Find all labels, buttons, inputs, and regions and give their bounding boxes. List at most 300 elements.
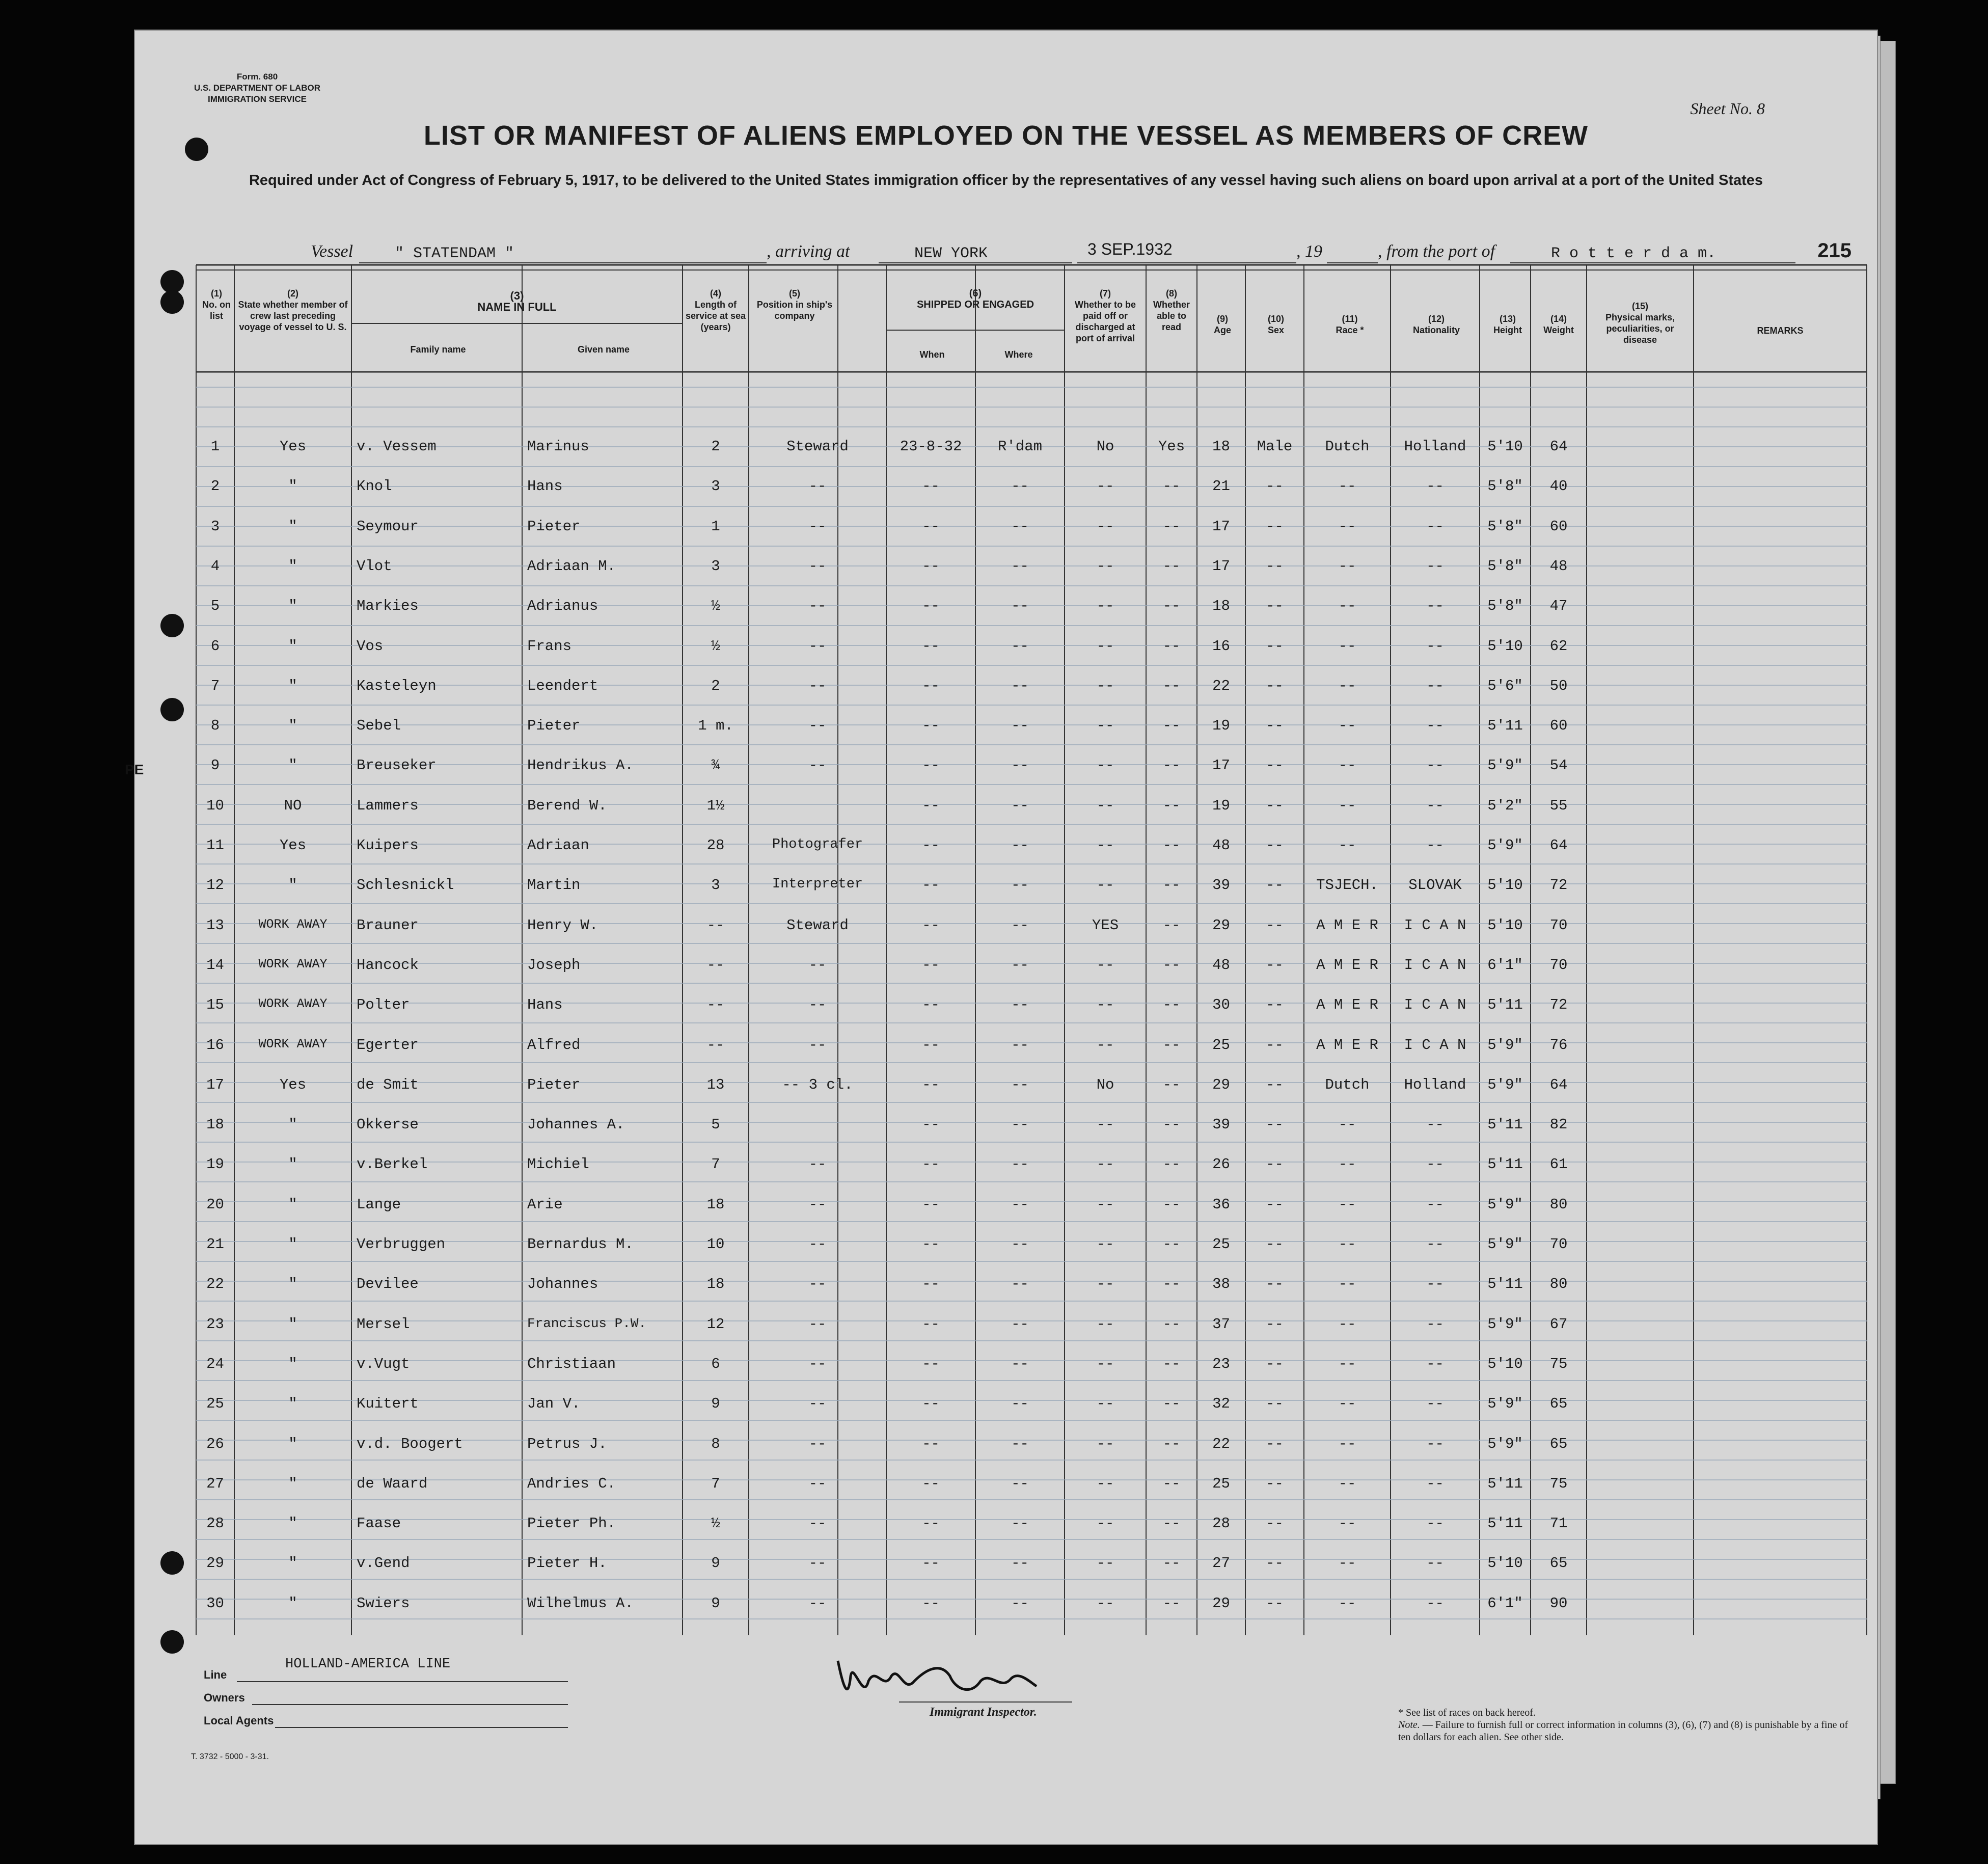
cell-paid: -- — [1096, 956, 1114, 974]
cell-sex: -- — [1266, 717, 1284, 735]
cell-prev: WORK AWAY — [258, 1036, 328, 1051]
header-col-8-label: Whether able to read — [1153, 300, 1190, 332]
cell-given: Andries C. — [527, 1475, 616, 1492]
cell-prev: WORK AWAY — [258, 956, 328, 971]
cell-nationality: -- — [1426, 1475, 1444, 1492]
cell-prev: " — [288, 1276, 297, 1293]
header-col-6 — [889, 288, 1062, 310]
document-title: LIST OR MANIFEST OF ALIENS EMPLOYED ON THE VESSEL AS MEMBERS OF CREW — [423, 120, 1589, 151]
cell-weight: 82 — [1549, 1116, 1568, 1133]
cell-position: -- — [808, 996, 827, 1014]
cell-service: 1½ — [706, 797, 725, 814]
cell-service: 2 — [711, 677, 720, 694]
header-col-7-num: (7) — [1100, 288, 1111, 299]
cell-nationality: Holland — [1404, 438, 1466, 455]
cell-no: 29 — [206, 1555, 224, 1572]
header-col-7 — [1067, 288, 1143, 344]
cell-prev: " — [288, 1355, 297, 1372]
cell-no: 24 — [206, 1355, 224, 1372]
owners-underline — [252, 1704, 568, 1705]
cell-age: 25 — [1212, 1036, 1230, 1053]
cell-when: -- — [922, 1036, 940, 1053]
cell-age: 28 — [1212, 1515, 1230, 1532]
year-label: , 19 — [1296, 242, 1322, 261]
cell-weight: 60 — [1549, 518, 1568, 535]
cell-read: -- — [1162, 956, 1181, 974]
cell-sex: -- — [1266, 797, 1284, 814]
cell-race: -- — [1338, 1315, 1356, 1333]
cell-family: Sebel — [357, 717, 401, 735]
cell-no: 25 — [206, 1395, 224, 1413]
cell-when: -- — [922, 877, 940, 894]
cell-service: 9 — [711, 1555, 720, 1572]
cell-height: 5'6" — [1487, 677, 1523, 694]
cell-read: -- — [1162, 1156, 1181, 1173]
cell-height: 6'1" — [1487, 956, 1523, 974]
header-col-2-num: (2) — [287, 288, 298, 299]
sheet-number-value: 8 — [1757, 99, 1765, 118]
cell-height: 5'11 — [1487, 1515, 1523, 1532]
header-col-9 — [1200, 313, 1245, 336]
cell-read: -- — [1162, 1076, 1181, 1093]
header-col-10-label: Sex — [1267, 325, 1285, 335]
cell-position: -- — [808, 637, 827, 655]
cell-paid: -- — [1096, 1355, 1114, 1372]
cell-where: -- — [1011, 996, 1029, 1014]
cell-position: Steward — [786, 916, 849, 934]
cell-when: -- — [922, 837, 940, 854]
cell-race: -- — [1338, 677, 1356, 694]
cell-race: A M E R — [1316, 956, 1378, 974]
cell-where: -- — [1011, 1555, 1029, 1572]
cell-when: -- — [922, 1315, 940, 1333]
cell-where: -- — [1011, 1475, 1029, 1492]
cell-height: 5'9" — [1487, 1196, 1523, 1213]
header-col-2 — [237, 288, 349, 333]
cell-no: 30 — [206, 1595, 224, 1612]
header-col-7-label: Whether to be paid off or discharged at port of arrival — [1075, 300, 1136, 343]
cell-nationality: -- — [1426, 1276, 1444, 1293]
cell-weight: 64 — [1549, 1076, 1568, 1093]
cell-service: 3 — [711, 877, 720, 894]
cell-where: -- — [1011, 557, 1029, 575]
cell-prev: " — [288, 557, 297, 575]
cell-where: -- — [1011, 1156, 1029, 1173]
cell-paid: -- — [1096, 1116, 1114, 1133]
cell-where: -- — [1011, 717, 1029, 735]
cell-given: Joseph — [527, 956, 581, 974]
cell-weight: 40 — [1549, 478, 1568, 495]
header-col-4-label: Length of service at sea (years) — [685, 300, 746, 332]
cell-nationality: -- — [1426, 1156, 1444, 1173]
cell-race: -- — [1338, 797, 1356, 814]
cell-race: -- — [1338, 1435, 1356, 1452]
cell-read: -- — [1162, 1315, 1181, 1333]
cell-sex: -- — [1266, 478, 1284, 495]
cell-given: Johannes A. — [527, 1116, 625, 1133]
cell-age: 17 — [1212, 757, 1230, 774]
cell-paid: -- — [1096, 1595, 1114, 1612]
cell-position: -- 3 cl. — [782, 1076, 853, 1093]
cell-weight: 47 — [1549, 598, 1568, 615]
cell-height: 5'9" — [1487, 1236, 1523, 1253]
cell-height: 5'9" — [1487, 837, 1523, 854]
cell-height: 5'8" — [1487, 557, 1523, 575]
cell-race: -- — [1338, 1116, 1356, 1133]
cell-paid: -- — [1096, 478, 1114, 495]
cell-service: 18 — [706, 1276, 725, 1293]
cell-family: Hancock — [357, 956, 419, 974]
cell-when: -- — [922, 518, 940, 535]
cell-nationality: -- — [1426, 1555, 1444, 1572]
inspector-underline — [899, 1701, 1072, 1703]
cell-no: 6 — [210, 637, 220, 655]
cell-age: 17 — [1212, 557, 1230, 575]
cell-race: A M E R — [1316, 996, 1378, 1014]
cell-position: -- — [808, 1315, 827, 1333]
cell-age: 27 — [1212, 1555, 1230, 1572]
cell-position: -- — [808, 1475, 827, 1492]
page-number: 215 — [1817, 239, 1851, 262]
arrival-port: NEW YORK — [914, 245, 988, 262]
cell-service: 8 — [711, 1435, 720, 1452]
cell-given: Petrus J. — [527, 1435, 607, 1452]
header-family-name: Family name — [410, 344, 466, 355]
cell-sex: -- — [1266, 1515, 1284, 1532]
cell-race: -- — [1338, 557, 1356, 575]
cell-given: Henry W. — [527, 916, 598, 934]
cell-when: -- — [922, 1395, 940, 1413]
cell-no: 9 — [210, 757, 220, 774]
cell-paid: -- — [1096, 1475, 1114, 1492]
cell-no: 12 — [206, 877, 224, 894]
cell-family: Devilee — [357, 1276, 419, 1293]
header-col-15-num: (15) — [1631, 301, 1648, 311]
cell-where: -- — [1011, 478, 1029, 495]
cell-family: de Waard — [357, 1475, 428, 1492]
cell-age: 26 — [1212, 1156, 1230, 1173]
cell-service: -- — [706, 956, 725, 974]
cell-read: -- — [1162, 877, 1181, 894]
cell-where: -- — [1011, 1116, 1029, 1133]
cell-age: 18 — [1212, 598, 1230, 615]
cell-weight: 80 — [1549, 1196, 1568, 1213]
cell-position: -- — [808, 677, 827, 694]
cell-weight: 72 — [1549, 877, 1568, 894]
cell-prev: " — [288, 1515, 297, 1532]
cell-height: 5'9" — [1487, 1315, 1523, 1333]
cell-age: 22 — [1212, 1435, 1230, 1452]
cell-paid: -- — [1096, 1036, 1114, 1053]
cell-height: 5'11 — [1487, 1156, 1523, 1173]
cell-weight: 50 — [1549, 677, 1568, 694]
cell-age: 29 — [1212, 916, 1230, 934]
cell-when: -- — [922, 1196, 940, 1213]
cell-paid: -- — [1096, 1196, 1114, 1213]
cell-family: v.Berkel — [357, 1156, 428, 1173]
cell-where: -- — [1011, 1595, 1029, 1612]
cell-height: 5'9" — [1487, 757, 1523, 774]
cell-sex: -- — [1266, 518, 1284, 535]
cell-read: -- — [1162, 1515, 1181, 1532]
cell-where: -- — [1011, 1036, 1029, 1053]
cell-height: 5'10 — [1487, 1555, 1523, 1572]
cell-age: 38 — [1212, 1276, 1230, 1293]
cell-height: 5'8" — [1487, 518, 1523, 535]
cell-sex: -- — [1266, 1555, 1284, 1572]
header-col-12-label: Nationality — [1412, 325, 1460, 335]
header-remarks: REMARKS — [1757, 326, 1804, 336]
cell-sex: -- — [1266, 1435, 1284, 1452]
cell-read: -- — [1162, 916, 1181, 934]
cell-age: 36 — [1212, 1196, 1230, 1213]
header-col-13-num: (13) — [1499, 314, 1516, 324]
cell-weight: 67 — [1549, 1315, 1568, 1333]
cell-read: -- — [1162, 1395, 1181, 1413]
cell-given: Arie — [527, 1196, 563, 1213]
cell-paid: -- — [1096, 837, 1114, 854]
header-col-14-label: Weight — [1543, 325, 1574, 335]
cell-sex: -- — [1266, 757, 1284, 774]
cell-family: Faase — [357, 1515, 401, 1532]
cell-service: -- — [706, 1036, 725, 1053]
cell-given: Pieter Ph. — [527, 1515, 616, 1532]
cell-when: -- — [922, 797, 940, 814]
cell-where: -- — [1011, 1076, 1029, 1093]
header-col-15 — [1589, 301, 1691, 345]
cell-family: Markies — [357, 598, 419, 615]
cell-position: -- — [808, 1236, 827, 1253]
cell-height: 5'10 — [1487, 637, 1523, 655]
cell-sex: -- — [1266, 916, 1284, 934]
cell-service: 3 — [711, 478, 720, 495]
header-col-11-num: (11) — [1342, 314, 1358, 324]
cell-no: 1 — [210, 438, 220, 455]
cell-no: 8 — [210, 717, 220, 735]
cell-paid: -- — [1096, 1156, 1114, 1173]
cell-read: -- — [1162, 717, 1181, 735]
cell-paid: -- — [1096, 637, 1114, 655]
cell-prev: " — [288, 1315, 297, 1333]
cell-paid: -- — [1096, 1515, 1114, 1532]
cell-position: -- — [808, 478, 827, 495]
header-col-13 — [1482, 313, 1533, 336]
inspector-label: Immigrant Inspector. — [930, 1706, 1037, 1719]
cell-when: -- — [922, 916, 940, 934]
cell-nationality: -- — [1426, 677, 1444, 694]
header-col-12-num: (12) — [1428, 314, 1445, 324]
header-col-11 — [1306, 313, 1393, 336]
cell-family: Schlesnickl — [357, 877, 454, 894]
sheet-number-label: Sheet No. — [1690, 99, 1753, 118]
cell-sex: -- — [1266, 1156, 1284, 1173]
cell-given: Christiaan — [527, 1355, 616, 1372]
cell-when: -- — [922, 557, 940, 575]
cell-height: 5'10 — [1487, 877, 1523, 894]
cell-no: 14 — [206, 956, 224, 974]
cell-weight: 54 — [1549, 757, 1568, 774]
cell-prev: " — [288, 1595, 297, 1612]
cell-height: 5'11 — [1487, 1276, 1523, 1293]
header-col-1-num: (1) — [211, 288, 222, 299]
cell-height: 5'9" — [1487, 1036, 1523, 1053]
cell-nationality: -- — [1426, 797, 1444, 814]
cell-service: 3 — [711, 557, 720, 575]
header-col-5-num: (5) — [789, 288, 800, 299]
cell-family: Seymour — [357, 518, 419, 535]
cell-service: 10 — [706, 1236, 725, 1253]
cell-given: Alfred — [527, 1036, 581, 1053]
cell-paid: No — [1096, 438, 1114, 455]
header-col-3-num: (3) — [510, 289, 524, 302]
cell-prev: " — [288, 877, 297, 894]
cell-no: 15 — [206, 996, 224, 1014]
cell-height: 5'10 — [1487, 438, 1523, 455]
cell-race: -- — [1338, 518, 1356, 535]
cell-read: -- — [1162, 1196, 1181, 1213]
cell-position: -- — [808, 1435, 827, 1452]
cell-prev: " — [288, 677, 297, 694]
department-name: U.S. DEPARTMENT OF LABOR — [194, 83, 321, 93]
cell-position: -- — [808, 1355, 827, 1372]
cell-where: -- — [1011, 797, 1029, 814]
header-col-13-label: Height — [1493, 325, 1522, 335]
cell-position: -- — [808, 1156, 827, 1173]
cell-race: Dutch — [1325, 1076, 1370, 1093]
cell-when: -- — [922, 956, 940, 974]
cell-race: -- — [1338, 1355, 1356, 1372]
cell-paid: -- — [1096, 518, 1114, 535]
cell-race: A M E R — [1316, 916, 1378, 934]
cell-when: -- — [922, 478, 940, 495]
cell-weight: 65 — [1549, 1555, 1568, 1572]
cell-service: 12 — [706, 1315, 725, 1333]
cell-nationality: -- — [1426, 518, 1444, 535]
cell-height: 5'2" — [1487, 797, 1523, 814]
cell-given: Wilhelmus A. — [527, 1595, 634, 1612]
margin-note: PE — [125, 762, 144, 777]
cell-service: 7 — [711, 1475, 720, 1492]
cell-position: -- — [808, 557, 827, 575]
cell-when: -- — [922, 598, 940, 615]
header-col-5 — [751, 288, 838, 321]
cell-paid: -- — [1096, 1276, 1114, 1293]
header-col-14-num: (14) — [1550, 314, 1567, 324]
cell-weight: 62 — [1549, 637, 1568, 655]
cell-nationality: -- — [1426, 757, 1444, 774]
cell-given: Hans — [527, 478, 563, 495]
cell-age: 23 — [1212, 1355, 1230, 1372]
cell-where: -- — [1011, 1355, 1029, 1372]
cell-read: -- — [1162, 1475, 1181, 1492]
cell-sex: -- — [1266, 877, 1284, 894]
line-underline — [237, 1681, 568, 1682]
cell-height: 5'8" — [1487, 478, 1523, 495]
cell-service: ½ — [711, 637, 720, 655]
header-col-4 — [685, 288, 746, 333]
cell-when: -- — [922, 677, 940, 694]
cell-read: -- — [1162, 1435, 1181, 1452]
cell-height: 5'8" — [1487, 598, 1523, 615]
service-name: IMMIGRATION SERVICE — [208, 94, 307, 104]
cell-family: Swiers — [357, 1595, 410, 1612]
cell-race: -- — [1338, 1156, 1356, 1173]
cell-prev: " — [288, 757, 297, 774]
cell-sex: -- — [1266, 1076, 1284, 1093]
vessel-label: Vessel — [311, 242, 353, 261]
cell-read: -- — [1162, 757, 1181, 774]
cell-nationality: I C A N — [1404, 956, 1466, 974]
cell-paid: -- — [1096, 797, 1114, 814]
cell-race: -- — [1338, 1515, 1356, 1532]
cell-no: 2 — [210, 478, 220, 495]
cell-height: 5'9" — [1487, 1076, 1523, 1093]
cell-no: 28 — [206, 1515, 224, 1532]
cell-paid: -- — [1096, 996, 1114, 1014]
cell-age: 39 — [1212, 877, 1230, 894]
cell-no: 13 — [206, 916, 224, 934]
cell-height: 5'10 — [1487, 916, 1523, 934]
cell-weight: 71 — [1549, 1515, 1568, 1532]
cell-nationality: I C A N — [1404, 916, 1466, 934]
line-value: HOLLAND-AMERICA LINE — [285, 1657, 451, 1672]
cell-family: de Smit — [357, 1076, 419, 1093]
cell-no: 4 — [210, 557, 220, 575]
cell-no: 19 — [206, 1156, 224, 1173]
cell-paid: -- — [1096, 1236, 1114, 1253]
cell-where: -- — [1011, 757, 1029, 774]
arriving-label: , arriving at — [767, 242, 850, 261]
cell-position: Interpreter — [772, 877, 863, 893]
cell-sex: Male — [1257, 438, 1293, 455]
cell-read: -- — [1162, 837, 1181, 854]
cell-position: -- — [808, 1196, 827, 1213]
cell-where: -- — [1011, 916, 1029, 934]
cell-weight: 55 — [1549, 797, 1568, 814]
cell-no: 17 — [206, 1076, 224, 1093]
cell-age: 25 — [1212, 1475, 1230, 1492]
cell-prev: " — [288, 1555, 297, 1572]
cell-given: Hendrikus A. — [527, 757, 634, 774]
cell-age: 25 — [1212, 1236, 1230, 1253]
cell-weight: 72 — [1549, 996, 1568, 1014]
cell-prev: Yes — [279, 837, 307, 854]
cell-weight: 70 — [1549, 956, 1568, 974]
cell-where: -- — [1011, 637, 1029, 655]
cell-weight: 65 — [1549, 1395, 1568, 1413]
cell-paid: -- — [1096, 598, 1114, 615]
cell-age: 32 — [1212, 1395, 1230, 1413]
cell-family: v. Vessem — [357, 438, 437, 455]
cell-nationality: -- — [1426, 717, 1444, 735]
cell-read: -- — [1162, 1555, 1181, 1572]
cell-when: -- — [922, 1555, 940, 1572]
cell-race: -- — [1338, 1196, 1356, 1213]
cell-nationality: -- — [1426, 1236, 1444, 1253]
cell-race: -- — [1338, 1475, 1356, 1492]
cell-sex: -- — [1266, 637, 1284, 655]
cell-where: -- — [1011, 518, 1029, 535]
header-col-4-num: (4) — [710, 288, 721, 299]
cell-position: -- — [808, 1036, 827, 1053]
cell-race: -- — [1338, 1276, 1356, 1293]
cell-age: 17 — [1212, 518, 1230, 535]
cell-family: Kuipers — [357, 837, 419, 854]
cell-age: 19 — [1212, 717, 1230, 735]
cell-read: -- — [1162, 557, 1181, 575]
cell-family: Polter — [357, 996, 410, 1014]
cell-prev: " — [288, 717, 297, 735]
